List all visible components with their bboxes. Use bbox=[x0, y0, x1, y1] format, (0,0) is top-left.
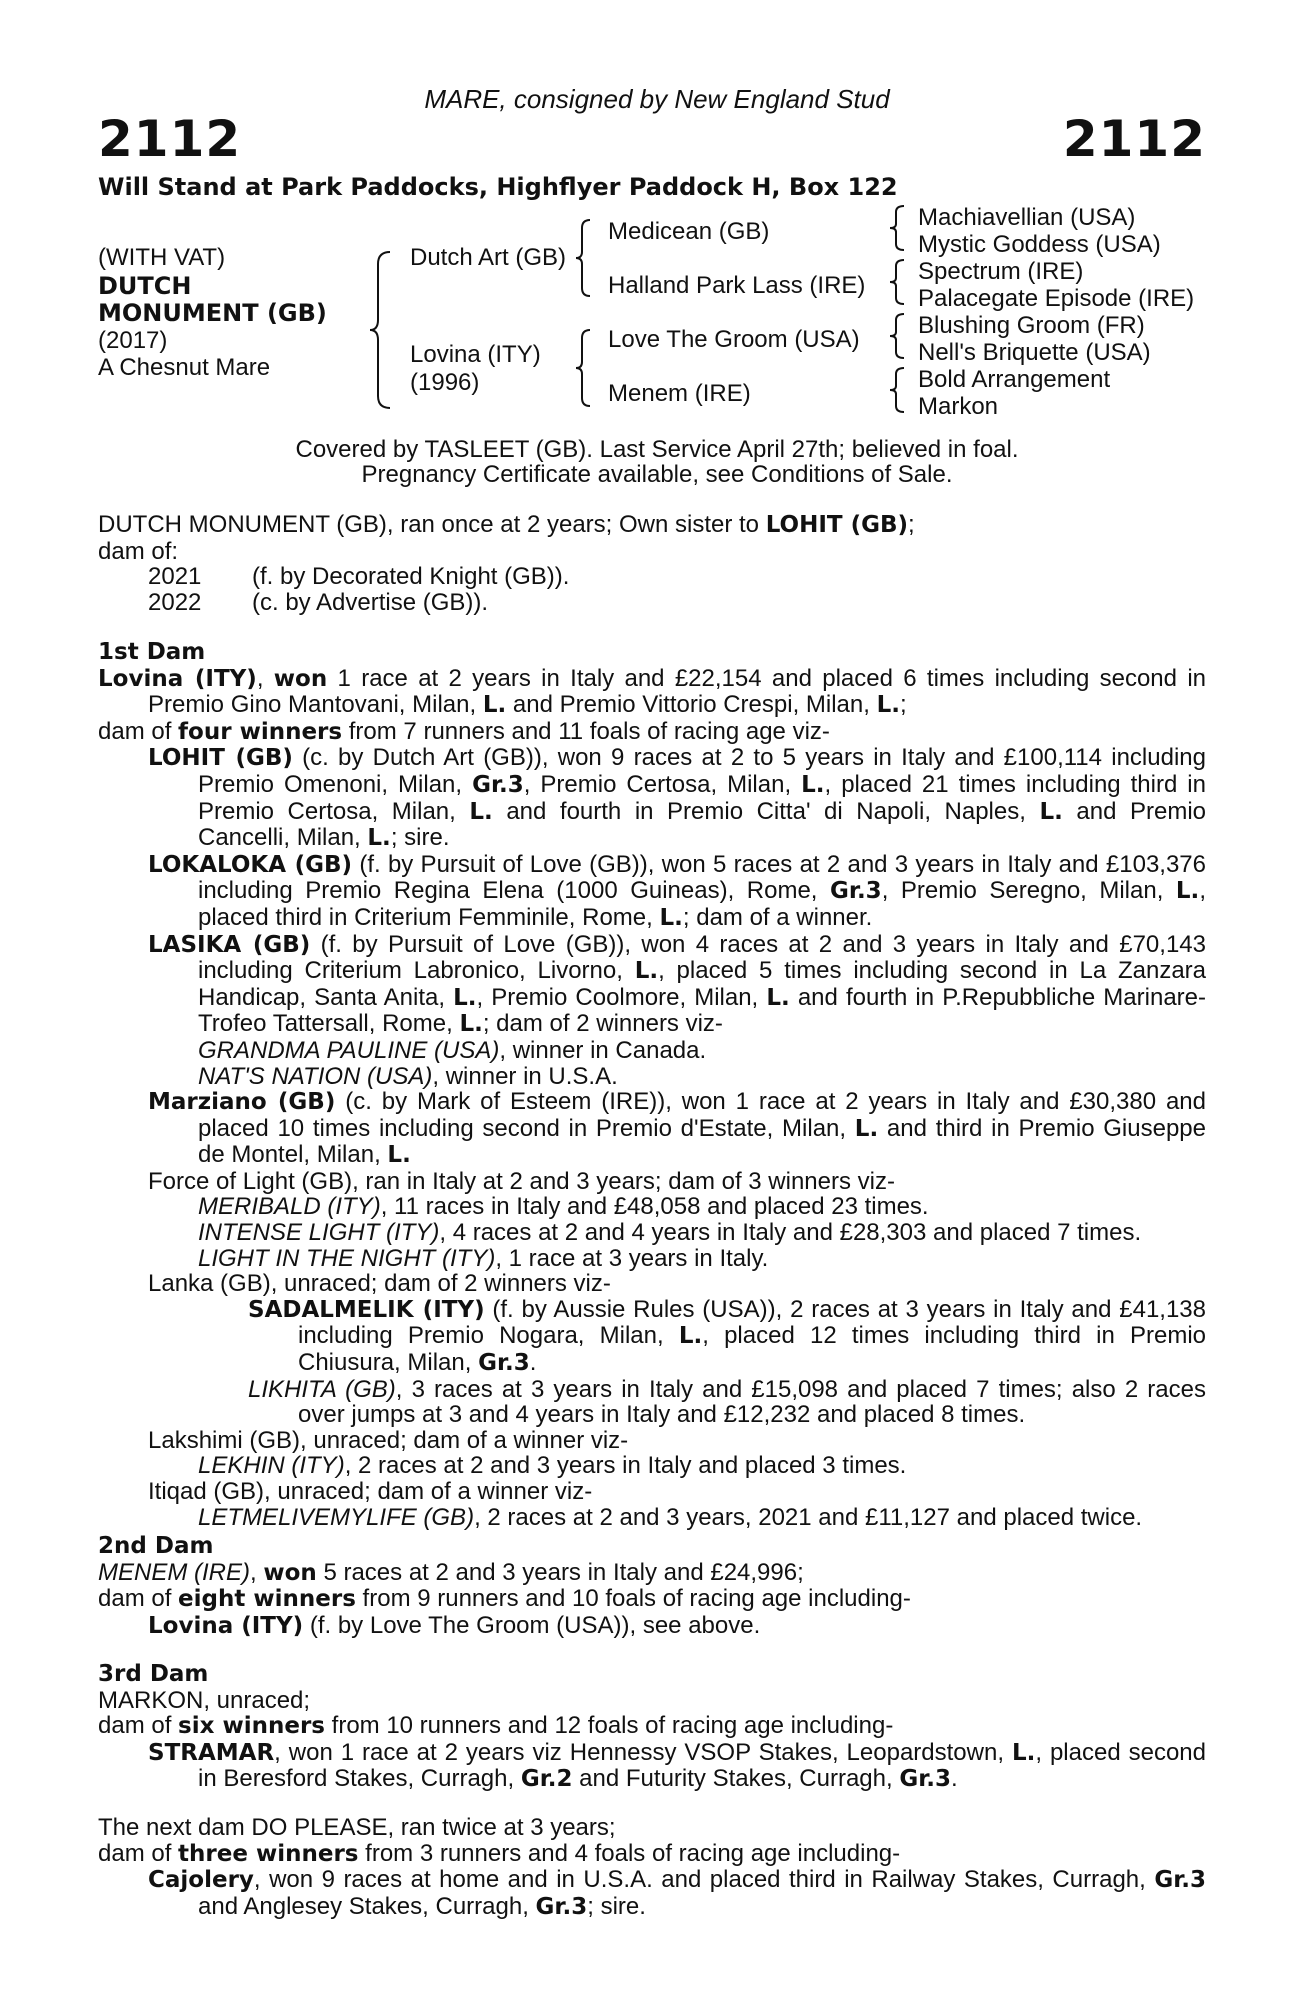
second-dam-progeny bbox=[98, 1613, 1206, 1640]
text: (f. by Aussie Rules (USA)), 2 races at 3 years in Italy and £41,138 including Premio Nogara, Milan, bbox=[298, 1295, 1206, 1350]
intro-block bbox=[98, 512, 1206, 615]
produce-row bbox=[98, 590, 1206, 616]
pedigree-dam-sire: Love The Groom (USA) bbox=[608, 326, 860, 353]
pedigree-g3: Spectrum (IRE) bbox=[918, 258, 1084, 285]
text: dam of bbox=[98, 1712, 179, 1740]
second-dam-name: MENEM (IRE) bbox=[98, 1558, 250, 1586]
text: dam of bbox=[98, 1839, 179, 1867]
listed-label: L. bbox=[678, 1323, 703, 1350]
winner-count: four winners bbox=[178, 718, 343, 745]
listed-label: L. bbox=[482, 692, 507, 719]
grand-progeny-name: LIKHITA (GB) bbox=[248, 1375, 396, 1403]
text: , placed 12 times including third in Premio Chiusura, Milan, bbox=[298, 1322, 1206, 1377]
text: (f. by Love The Groom (USA)), see above. bbox=[303, 1611, 761, 1639]
text: , Premio Seregno, Milan, bbox=[881, 877, 1176, 905]
grand-progeny-name: INTENSE LIGHT (ITY) bbox=[198, 1219, 440, 1247]
won-label: won bbox=[273, 665, 328, 692]
progeny-name: Marziano (GB) bbox=[148, 1089, 336, 1116]
listed-label: L. bbox=[367, 825, 391, 852]
text: , 3 races at 3 years in Italy and £15,098 and placed 7 times; also 2 races over jumps at 3 and 4 years in Italy and £12,232 and placed 8 times. bbox=[298, 1375, 1206, 1429]
text: , placed 21 times including third in Premio Certosa, Milan, bbox=[198, 770, 1206, 825]
third-dam-damof bbox=[98, 1713, 1206, 1740]
text: , placed third in Criterium Femminile, Rome, bbox=[198, 877, 1206, 931]
winner-count: three winners bbox=[178, 1840, 359, 1867]
listed-label: L. bbox=[1175, 878, 1200, 905]
progeny-name: Lovina (ITY) bbox=[148, 1612, 304, 1639]
pedigree-sire-dam: Halland Park Lass (IRE) bbox=[608, 272, 866, 299]
intro-punct: ; bbox=[908, 511, 915, 538]
listed-label: L. bbox=[459, 1011, 483, 1038]
intro-line1 bbox=[98, 512, 1206, 539]
text: , placed 5 times including second in La Zanzara Handicap, Santa Anita, bbox=[198, 957, 1207, 1011]
grand-progeny-name: LETMELIVEMYLIFE (GB) bbox=[198, 1503, 475, 1531]
winner-count: eight winners bbox=[178, 1586, 356, 1613]
first-dam-damof bbox=[98, 719, 1206, 746]
next-dam-damof bbox=[98, 1841, 1206, 1868]
grand-progeny-name: SADALMELIK (ITY) bbox=[248, 1296, 485, 1323]
text: ; dam of a winner. bbox=[682, 903, 873, 931]
pedigree-brace-g2 bbox=[888, 258, 908, 306]
group-label: Gr.3 bbox=[899, 1766, 952, 1793]
grand-progeny bbox=[98, 1246, 1206, 1272]
pedigree-sire: Dutch Art (GB) bbox=[410, 244, 567, 271]
grand-progeny-name: MERIBALD (ITY) bbox=[198, 1193, 381, 1221]
third-dam-block bbox=[98, 1662, 1206, 1793]
pedigree-sire-sire: Medicean (GB) bbox=[608, 218, 770, 245]
text: , 4 races at 2 and 4 years in Italy and £28,303 and placed 7 times. bbox=[439, 1219, 1142, 1247]
text: and Anglesey Stakes, Curragh, bbox=[198, 1892, 536, 1920]
second-dam-para: MENEM (IRE), won 5 races at 2 and 3 years in Italy and £24,996; bbox=[98, 1558, 804, 1586]
progeny-name: STRAMAR bbox=[148, 1739, 275, 1766]
intro-line2: dam of: bbox=[98, 537, 179, 565]
horse-name-line2: MONUMENT (GB) bbox=[98, 299, 327, 327]
produce-year: 2022 bbox=[148, 588, 202, 616]
listed-label: L. bbox=[634, 958, 659, 985]
grand-progeny bbox=[98, 1220, 1206, 1246]
intro-sister-name: LOHIT (GB) bbox=[765, 512, 909, 538]
text: and Futurity Stakes, Curragh, bbox=[572, 1765, 900, 1793]
first-dam-block bbox=[98, 640, 1206, 1530]
winner-count: six winners bbox=[178, 1713, 325, 1740]
horse-name-line1: DUTCH bbox=[98, 272, 192, 300]
pedigree-dam: Lovina (ITY) bbox=[410, 341, 541, 368]
pedigree-g5: Blushing Groom (FR) bbox=[918, 312, 1145, 339]
third-dam-line1: MARKON, unraced; bbox=[98, 1686, 311, 1714]
text: from 3 runners and 4 foals of racing age including- bbox=[358, 1839, 901, 1867]
next-dam-line1: The next dam DO PLEASE, ran twice at 3 years; bbox=[98, 1814, 616, 1841]
text: (f. by Pursuit of Love (GB)), won 4 races at 2 and 3 years in Italy and £70,143 including Criterium Labronico, Livorno, bbox=[198, 930, 1206, 985]
progeny-force-of-light: Force of Light (GB), ran in Italy at 2 and 3 years; dam of 3 winners viz- bbox=[148, 1167, 895, 1195]
pedigree-brace-sire bbox=[574, 218, 594, 298]
pedigree-g6: Nell's Briquette (USA) bbox=[918, 339, 1151, 366]
progeny-lanka: Lanka (GB), unraced; dam of 2 winners viz- bbox=[148, 1270, 611, 1298]
lot-number-right: 2112 bbox=[1062, 110, 1206, 168]
text: (f. by Pursuit of Love (GB)), won 5 races at 2 and 3 years in Italy and £103,376 including Premio Regina Elena (1000 Guineas), Rome, bbox=[198, 850, 1207, 905]
text: . bbox=[951, 1765, 958, 1793]
grand-progeny-likhita bbox=[98, 1377, 1206, 1428]
grand-progeny-name: GRANDMA PAULINE (USA) bbox=[198, 1036, 500, 1064]
group-label: Gr.3 bbox=[535, 1893, 588, 1920]
covered-line1: Covered by TASLEET (GB). Last Service April 27th; believed in foal. bbox=[295, 436, 1019, 463]
grand-progeny-sadalmelik bbox=[98, 1297, 1206, 1377]
progeny-lakshimi: Lakshimi (GB), unraced; dam of a winner viz- bbox=[148, 1426, 629, 1454]
text: dam of bbox=[98, 717, 179, 745]
text: , Premio Coolmore, Milan, bbox=[476, 983, 767, 1011]
text: (c. by Mark of Esteem (IRE)), won 1 race at 2 years in Italy and £30,380 and placed 10 times including second in Premio d'Estate, Milan, bbox=[198, 1088, 1206, 1142]
group-label: Gr.3 bbox=[478, 1350, 530, 1377]
pedigree-brace-main bbox=[368, 250, 396, 410]
horse-year: (2017) bbox=[98, 327, 168, 354]
progeny-name: LASIKA (GB) bbox=[148, 931, 311, 958]
second-dam-heading: 2nd Dam bbox=[98, 1533, 214, 1559]
text: ; sire. bbox=[587, 1892, 646, 1920]
second-dam-damof bbox=[98, 1586, 1206, 1613]
progeny-lasika bbox=[98, 932, 1206, 1038]
text: (c. by Dutch Art (GB)), won 9 races at 2 to 5 years in Italy and £100,114 including Premio Omenoni, Milan, bbox=[198, 744, 1206, 798]
text: , won 1 race at 2 years viz Hennessy VSOP Stakes, Leopardstown, bbox=[274, 1738, 1012, 1766]
pedigree-brace-g1 bbox=[888, 204, 908, 252]
group-label: Gr.3 bbox=[472, 771, 524, 798]
grand-progeny bbox=[98, 1038, 1206, 1064]
text: ; bbox=[900, 691, 907, 719]
pedigree-g2: Mystic Goddess (USA) bbox=[918, 231, 1161, 258]
produce-text: (c. by Advertise (GB)). bbox=[252, 588, 489, 616]
text: , 1 race at 3 years in Italy. bbox=[495, 1244, 769, 1272]
grand-progeny-name: NAT'S NATION (USA) bbox=[198, 1062, 433, 1090]
second-dam-block bbox=[98, 1534, 1206, 1639]
produce-text: (f. by Decorated Knight (GB)). bbox=[252, 563, 570, 591]
text: , winner in Canada. bbox=[499, 1036, 707, 1064]
covered-line2: Pregnancy Certificate available, see Conditions of Sale. bbox=[361, 461, 953, 488]
listed-label: L. bbox=[469, 798, 493, 825]
pedigree-brace-dam bbox=[574, 328, 594, 408]
text: ; sire. bbox=[390, 824, 450, 852]
listed-label: L. bbox=[801, 771, 825, 798]
text: , won 9 races at home and in U.S.A. and placed third in Railway Stakes, Curragh, bbox=[253, 1866, 1155, 1894]
pedigree-g7: Bold Arrangement bbox=[918, 366, 1111, 393]
listed-label: L. bbox=[766, 984, 790, 1011]
third-dam-heading: 3rd Dam bbox=[98, 1661, 209, 1687]
text: , 2 races at 2 and 3 years, 2021 and £11,127 and placed twice. bbox=[474, 1503, 1143, 1531]
text: from 9 runners and 10 foals of racing age including- bbox=[355, 1585, 911, 1613]
pedigree-dam-dam: Menem (IRE) bbox=[608, 380, 751, 407]
progeny-marziano bbox=[98, 1089, 1206, 1169]
third-dam-progeny bbox=[98, 1740, 1206, 1793]
grand-progeny-name: LEKHIN (ITY) bbox=[198, 1452, 345, 1480]
pedigree-brace-g4 bbox=[888, 366, 908, 414]
text: dam of bbox=[98, 1585, 179, 1613]
produce-year: 2021 bbox=[148, 563, 202, 591]
next-dam-block bbox=[98, 1815, 1206, 1920]
text: and fourth in P.Repubbliche Marinare-Trofeo Tattersall, Rome, bbox=[198, 983, 1206, 1038]
first-dam-para: Lovina (ITY), won 1 race at 2 years in Italy and £22,154 and placed 6 times including second in Premio Gino Mantovani, Milan, L. and Premio Vittorio Crespi, Milan, L.; bbox=[98, 664, 1206, 719]
text: 1 race at 2 years in Italy and £22,154 and placed 6 times including second in Premio Gino Mantovani, Milan, bbox=[148, 664, 1206, 719]
pedigree-dam-year: (1996) bbox=[410, 369, 480, 396]
grand-progeny bbox=[98, 1194, 1206, 1220]
next-dam-progeny bbox=[98, 1867, 1206, 1920]
group-label: Gr.3 bbox=[1154, 1867, 1206, 1894]
group-label: Gr.3 bbox=[830, 878, 882, 905]
text: , 11 races in Italy and £48,058 and placed 23 times. bbox=[380, 1193, 929, 1221]
listed-label: L. bbox=[876, 692, 900, 719]
vat-label: (WITH VAT) bbox=[98, 244, 226, 271]
text: and Premio Vittorio Crespi, Milan, bbox=[506, 691, 877, 719]
progeny-lohit bbox=[98, 745, 1206, 851]
won-label: won bbox=[263, 1559, 317, 1586]
pedigree-g8: Markon bbox=[918, 393, 999, 420]
text: and fourth in Premio Citta' di Napoli, Naples, bbox=[492, 797, 1040, 825]
text: , winner in U.S.A. bbox=[432, 1062, 618, 1090]
pedigree-g4: Palacegate Episode (IRE) bbox=[918, 285, 1195, 312]
group-label: Gr.2 bbox=[520, 1766, 573, 1793]
pedigree-g1: Machiavellian (USA) bbox=[918, 204, 1136, 231]
grand-progeny bbox=[98, 1453, 1206, 1479]
text: , placed second in Beresford Stakes, Curragh, bbox=[198, 1738, 1206, 1793]
grand-progeny bbox=[98, 1505, 1206, 1531]
consignor-line: MARE, consigned by New England Stud bbox=[424, 84, 890, 114]
listed-label: L. bbox=[659, 904, 683, 931]
progeny-name: LOKALOKA (GB) bbox=[148, 851, 353, 878]
text: , Premio Certosa, Milan, bbox=[523, 770, 802, 798]
grand-progeny-name: LIGHT IN THE NIGHT (ITY) bbox=[198, 1244, 496, 1272]
text: . bbox=[529, 1349, 537, 1377]
text: from 10 runners and 12 foals of racing age including- bbox=[324, 1712, 894, 1740]
progeny-name: LOHIT (GB) bbox=[148, 745, 293, 772]
text: , 2 races at 2 and 3 years in Italy and placed 3 times. bbox=[344, 1452, 907, 1480]
listed-label: L. bbox=[453, 984, 477, 1011]
progeny-name: Cajolery bbox=[148, 1867, 254, 1894]
text: 5 races at 2 and 3 years in Italy and £24,996; bbox=[316, 1558, 804, 1586]
progeny-lokaloka bbox=[98, 852, 1206, 932]
first-dam-heading: 1st Dam bbox=[98, 639, 206, 665]
stand-location: Will Stand at Park Paddocks, Highflyer Paddock H, Box 122 bbox=[98, 173, 898, 201]
intro-text: DUTCH MONUMENT (GB), ran once at 2 years; Own sister to bbox=[98, 511, 766, 538]
pedigree-brace-g3 bbox=[888, 312, 908, 360]
lot-number-left: 2112 bbox=[98, 110, 242, 168]
text: and Premio Cancelli, Milan, bbox=[198, 797, 1207, 852]
text: and third in Premio Giuseppe de Montel, Milan, bbox=[198, 1114, 1207, 1169]
progeny-itiqad: Itiqad (GB), unraced; dam of a winner viz- bbox=[148, 1478, 593, 1505]
listed-label: L. bbox=[387, 1142, 411, 1169]
grand-progeny bbox=[98, 1064, 1206, 1090]
first-dam-name: Lovina (ITY) bbox=[98, 665, 257, 692]
produce-row bbox=[98, 564, 1206, 590]
horse-description: A Chesnut Mare bbox=[98, 354, 271, 381]
listed-label: L. bbox=[854, 1115, 879, 1142]
text: from 7 runners and 11 foals of racing age viz- bbox=[342, 717, 830, 745]
listed-label: L. bbox=[1039, 798, 1063, 825]
text: ; dam of 2 winners viz- bbox=[482, 1010, 723, 1038]
listed-label: L. bbox=[1011, 1739, 1036, 1766]
